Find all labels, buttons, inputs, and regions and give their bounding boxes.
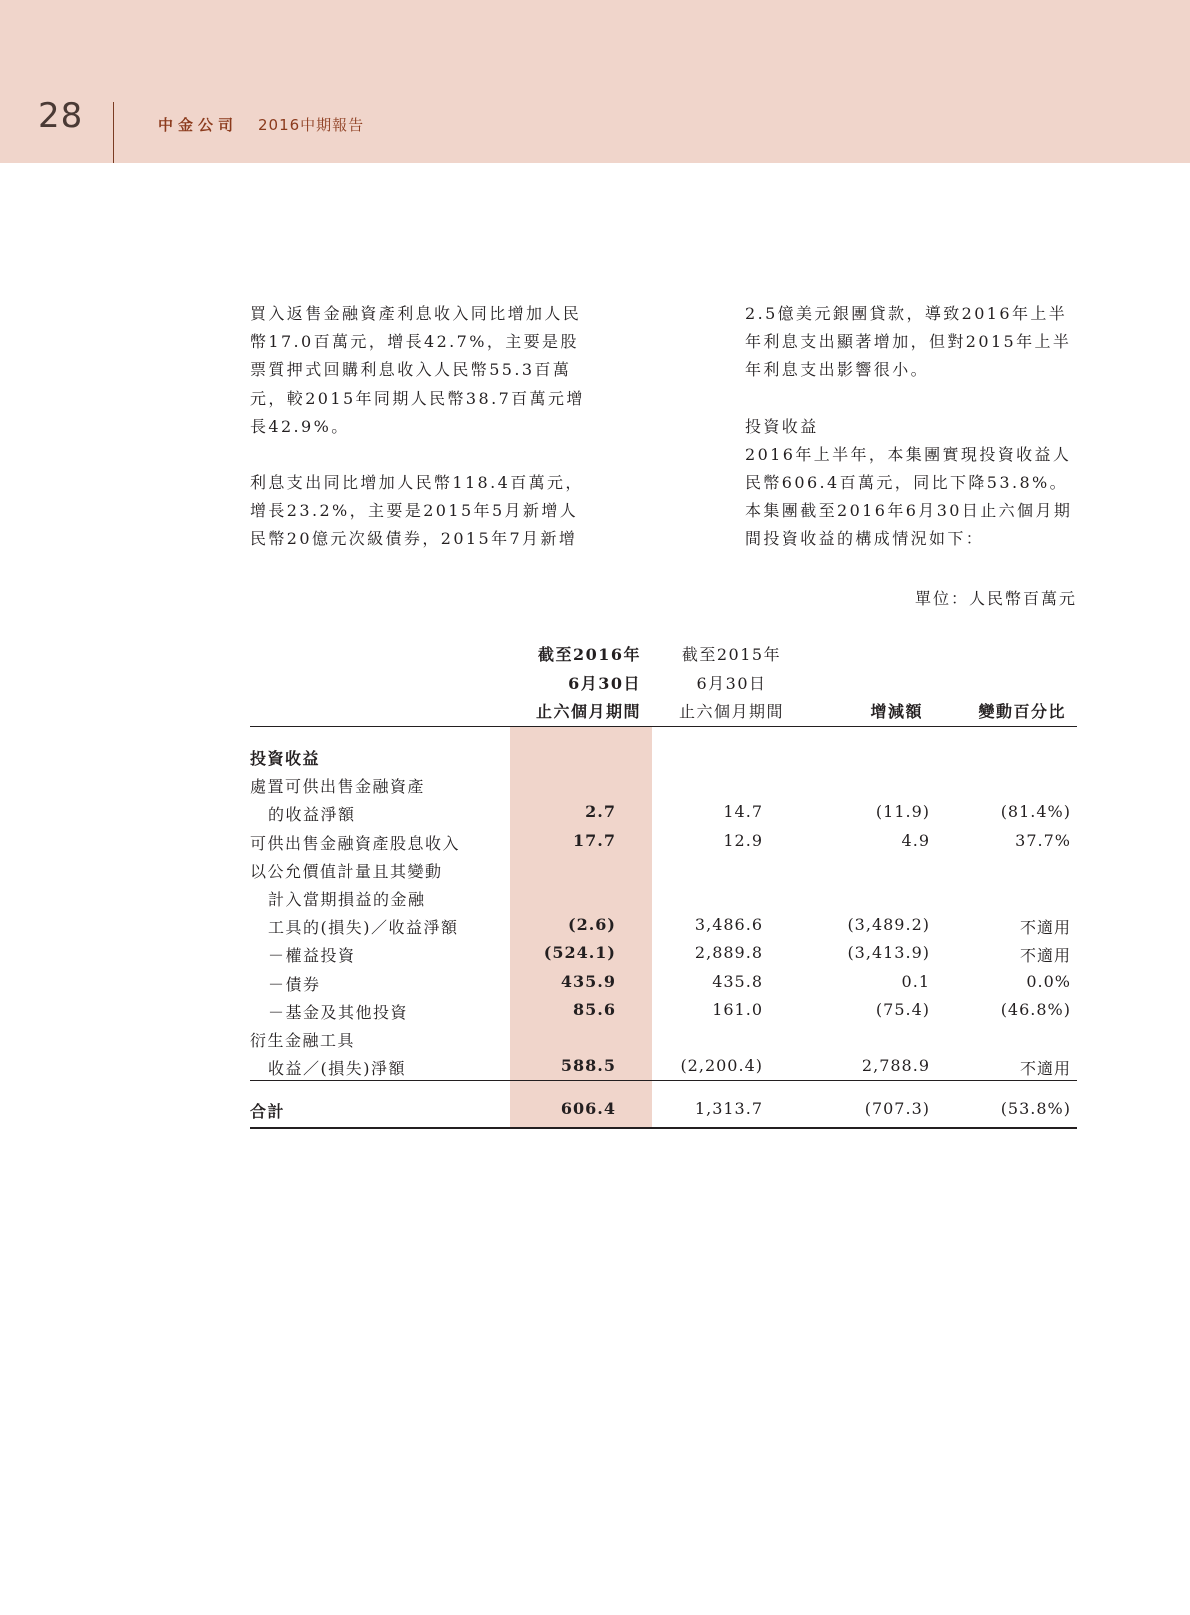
paragraph: 2016年上半年，本集團實現投資收益人民幣606.4百萬元，同比下降53.8%。本集團截至2016年6月30日止六個月期間投資收益的構成情況如下： <box>745 444 1073 549</box>
cell-change-percent: 不適用 <box>1019 918 1071 938</box>
total-2015: 1,313.7 <box>694 1099 763 1118</box>
table-row <box>250 887 1077 915</box>
table-header-rule <box>250 726 1077 727</box>
unit-label: 單位：人民幣百萬元 <box>914 589 1077 608</box>
cell-2015: 435.8 <box>712 971 763 991</box>
total-2016: 606.4 <box>560 1099 616 1118</box>
header-2015-period <box>679 641 784 727</box>
row-label: 以公允價值計量且其變動 <box>250 861 443 881</box>
cell-change-amount: (11.9) <box>875 802 930 822</box>
cell-change-amount: (3,413.9) <box>847 943 930 963</box>
cell-change-amount: 0.1 <box>901 971 930 991</box>
report-title: 2016中期報告 <box>258 116 365 134</box>
header-2016-period <box>536 641 641 727</box>
company-name: 中金公司 <box>158 116 239 134</box>
table-row <box>250 972 1077 1000</box>
cell-2015: (2,200.4) <box>680 1056 763 1076</box>
header-change-percent: 變動百分比 <box>978 702 1066 721</box>
cell-2016: 2.7 <box>585 802 616 822</box>
table-row <box>250 915 1077 943</box>
total-row <box>250 1099 1077 1127</box>
table-row <box>250 1028 1077 1056</box>
cell-2015: 14.7 <box>723 802 763 822</box>
cell-change-amount: 2,788.9 <box>861 1056 930 1076</box>
paragraph: 利息支出同比增加人民幣118.4百萬元，增長23.2%，主要是2015年5月新增人民幣20億元次級債券，2015年7月新增 <box>250 473 584 549</box>
row-label: －基金及其他投資 <box>268 1002 409 1022</box>
total-label: 合計 <box>250 1102 286 1121</box>
cell-change-percent: 不適用 <box>1019 1059 1071 1079</box>
cell-change-percent: 不適用 <box>1019 946 1071 966</box>
table-row <box>250 943 1077 971</box>
cell-2016: 435.9 <box>560 971 616 991</box>
cell-change-percent: 37.7% <box>1015 830 1071 850</box>
cell-2015: 2,889.8 <box>694 943 763 963</box>
cell-change-percent: (46.8%) <box>1000 999 1071 1019</box>
table-row <box>250 746 1077 774</box>
row-label: －權益投資 <box>268 946 356 966</box>
cell-change-percent: (81.4%) <box>1000 802 1071 822</box>
row-label: 投資收益 <box>250 749 321 768</box>
cell-2015: 3,486.6 <box>694 915 763 935</box>
row-label: 收益／(損失)淨額 <box>268 1059 406 1079</box>
row-label: －債券 <box>268 974 321 994</box>
cell-2015: 161.0 <box>712 999 763 1019</box>
cell-2015: 12.9 <box>723 830 763 850</box>
row-label: 處置可供出售金融資產 <box>250 777 426 797</box>
cell-2016: 17.7 <box>573 830 616 850</box>
table-row <box>250 802 1077 830</box>
total-top-rule <box>250 1080 1077 1081</box>
row-label: 計入當期損益的金融 <box>268 890 426 909</box>
section-subtitle: 投資收益 <box>745 416 819 436</box>
table-row <box>250 1000 1077 1028</box>
header-band <box>0 0 1190 163</box>
cell-change-amount: 4.9 <box>901 830 930 850</box>
total-change-percent: (53.8%) <box>1000 1099 1071 1118</box>
cell-2016: (2.6) <box>568 915 616 935</box>
header-line: 6月30日 <box>568 673 641 693</box>
row-label: 可供出售金融資產股息收入 <box>250 833 461 853</box>
table-row <box>250 859 1077 887</box>
cell-2016: 588.5 <box>560 1056 616 1076</box>
header-line: 止六個月期間 <box>678 702 784 721</box>
cell-2016: (524.1) <box>543 943 616 963</box>
header-change-amount: 增減額 <box>870 702 923 721</box>
cell-2016: 85.6 <box>573 999 616 1019</box>
header-line: 止六個月期間 <box>535 702 641 721</box>
header-line: 6月30日 <box>696 673 767 693</box>
paragraph: 買入返售金融資產利息收入同比增加人民幣17.0百萬元，增長42.7%，主要是股票質押式回購利息收入人民幣55.3百萬元，較2015年同期人民幣38.7百萬元增長42.9%。 <box>250 304 585 436</box>
table-row <box>250 831 1077 859</box>
row-label: 工具的(損失)／收益淨額 <box>268 918 459 938</box>
row-label: 衍生金融工具 <box>250 1031 356 1050</box>
row-label: 的收益淨額 <box>268 805 356 825</box>
table-row <box>250 774 1077 802</box>
total-bottom-rule <box>250 1127 1077 1129</box>
paragraph: 2.5億美元銀團貸款，導致2016年上半年利息支出顯著增加，但對2015年上半年利息支出影響很小。 <box>745 304 1072 380</box>
header-line: 截至2015年 <box>681 645 782 664</box>
left-text-column <box>250 300 585 554</box>
header-line: 截至2016年 <box>537 645 641 664</box>
right-text-column <box>745 300 1080 554</box>
page-number: 28 <box>38 96 84 136</box>
cell-change-amount: (75.4) <box>875 999 930 1019</box>
total-change-amount: (707.3) <box>864 1099 930 1118</box>
cell-change-amount: (3,489.2) <box>847 915 930 935</box>
header-divider <box>113 102 114 163</box>
cell-change-percent: 0.0% <box>1026 971 1071 991</box>
